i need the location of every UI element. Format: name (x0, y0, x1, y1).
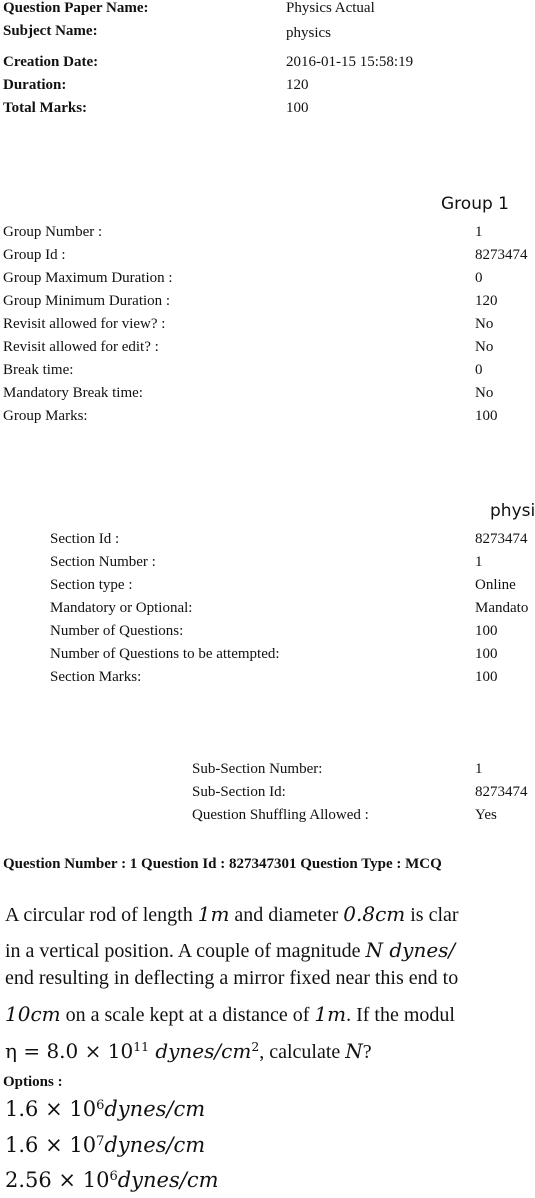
creation-date-value: 2016-01-15 15:58:19 (286, 54, 414, 70)
group-number-label: Group Number : (3, 224, 103, 240)
revisit-view-label: Revisit allowed for view? : (3, 316, 166, 332)
option-value: 1.6 × 10 (5, 1133, 97, 1157)
option-exponent: 6 (96, 1097, 105, 1113)
question-header: Question Number : 1 Question Id : 827347301 Question Type : MCQ (3, 856, 442, 872)
question-text-line-1 (5, 902, 459, 927)
question-text: A circular rod of length (5, 904, 198, 926)
revisit-edit-value: No (475, 339, 494, 355)
option-exponent: 7 (96, 1133, 105, 1149)
question-text: . If the modul (346, 1004, 455, 1026)
math-modulus: η = 8.0 × 10 (5, 1039, 134, 1063)
paper-name-label: Question Paper Name: (3, 0, 149, 16)
math-length: 1m (197, 902, 230, 926)
option-3[interactable] (5, 1168, 219, 1193)
section-number-value: 1 (475, 554, 483, 570)
math-diameter: 0.8cm (343, 902, 406, 926)
section-marks-value: 100 (475, 669, 498, 685)
duration-value: 120 (286, 77, 309, 93)
subsection-id-value: 8273474 (475, 784, 528, 800)
group-id-label: Group Id : (3, 247, 66, 263)
total-marks-value: 100 (286, 100, 309, 116)
total-marks-label: Total Marks: (3, 100, 88, 116)
option-2[interactable] (5, 1133, 205, 1158)
question-text: , calculate (259, 1041, 346, 1063)
number-of-questions-value: 100 (475, 623, 498, 639)
section-type-label: Section type : (50, 577, 133, 593)
revisit-edit-label: Revisit allowed for edit? : (3, 339, 159, 355)
question-text-line-2 (5, 938, 455, 963)
paper-name-value: Physics Actual (286, 0, 375, 16)
question-shuffling-label: Question Shuffling Allowed : (192, 807, 369, 823)
subsection-number-label: Sub-Section Number: (192, 761, 323, 777)
section-marks-label: Section Marks: (50, 669, 142, 685)
group-max-duration-value: 0 (475, 270, 483, 286)
group-number-value: 1 (475, 224, 483, 240)
question-text: ? (362, 1041, 372, 1063)
question-text-line-5 (5, 1039, 372, 1064)
group-title: Group 1 (441, 194, 509, 214)
subject-name-value: physics (286, 25, 331, 41)
revisit-view-value: No (475, 316, 494, 332)
group-marks-value: 100 (475, 408, 498, 424)
section-type-value: Online (475, 577, 516, 593)
math-variable: N (345, 1039, 363, 1063)
question-shuffling-value: Yes (475, 807, 497, 823)
group-id-value: 8273474 (475, 247, 528, 263)
question-text-line-3: end resulting in deflecting a mirror fixed near this end to (5, 967, 459, 989)
mandatory-break-label: Mandatory Break time: (3, 385, 143, 401)
option-1[interactable] (5, 1097, 205, 1122)
math-unit: dynes/cm (148, 1039, 252, 1063)
creation-date-label: Creation Date: (3, 54, 99, 70)
questions-to-attempt-value: 100 (475, 646, 498, 662)
mandatory-optional-value: Mandato (475, 600, 529, 616)
group-marks-label: Group Marks: (3, 408, 88, 424)
section-title: physi (490, 501, 535, 521)
subsection-number-value: 1 (475, 761, 483, 777)
math-deflection: 10cm (5, 1002, 61, 1026)
math-couple-unit: N dynes/ (365, 938, 456, 962)
group-min-duration-value: 120 (475, 293, 498, 309)
duration-label: Duration: (3, 77, 67, 93)
option-value: 2.56 × 10 (5, 1168, 110, 1192)
section-number-label: Section Number : (50, 554, 156, 570)
section-id-label: Section Id : (50, 531, 120, 547)
question-text: in a vertical position. A couple of magnitude (5, 940, 366, 962)
option-unit: dynes/cm (117, 1168, 219, 1192)
option-unit: dynes/cm (104, 1097, 206, 1121)
mandatory-break-value: No (475, 385, 494, 401)
number-of-questions-label: Number of Questions: (50, 623, 184, 639)
mandatory-optional-label: Mandatory or Optional: (50, 600, 193, 616)
math-exponent: 2 (251, 1039, 260, 1055)
question-text: and diameter (229, 904, 344, 926)
options-label: Options : (3, 1074, 63, 1090)
section-id-value: 8273474 (475, 531, 528, 547)
option-value: 1.6 × 10 (5, 1097, 97, 1121)
question-text: is clar (405, 904, 459, 926)
break-time-value: 0 (475, 362, 483, 378)
subsection-id-label: Sub-Section Id: (192, 784, 286, 800)
break-time-label: Break time: (3, 362, 74, 378)
group-min-duration-label: Group Minimum Duration : (3, 293, 171, 309)
group-max-duration-label: Group Maximum Duration : (3, 270, 173, 286)
option-exponent: 6 (109, 1168, 118, 1184)
math-distance: 1m (314, 1002, 347, 1026)
question-text: on a scale kept at a distance of (60, 1004, 315, 1026)
question-text-line-4 (5, 1002, 455, 1027)
questions-to-attempt-label: Number of Questions to be attempted: (50, 646, 280, 662)
subject-name-label: Subject Name: (3, 23, 98, 39)
option-unit: dynes/cm (104, 1133, 206, 1157)
math-exponent: 11 (133, 1039, 149, 1055)
